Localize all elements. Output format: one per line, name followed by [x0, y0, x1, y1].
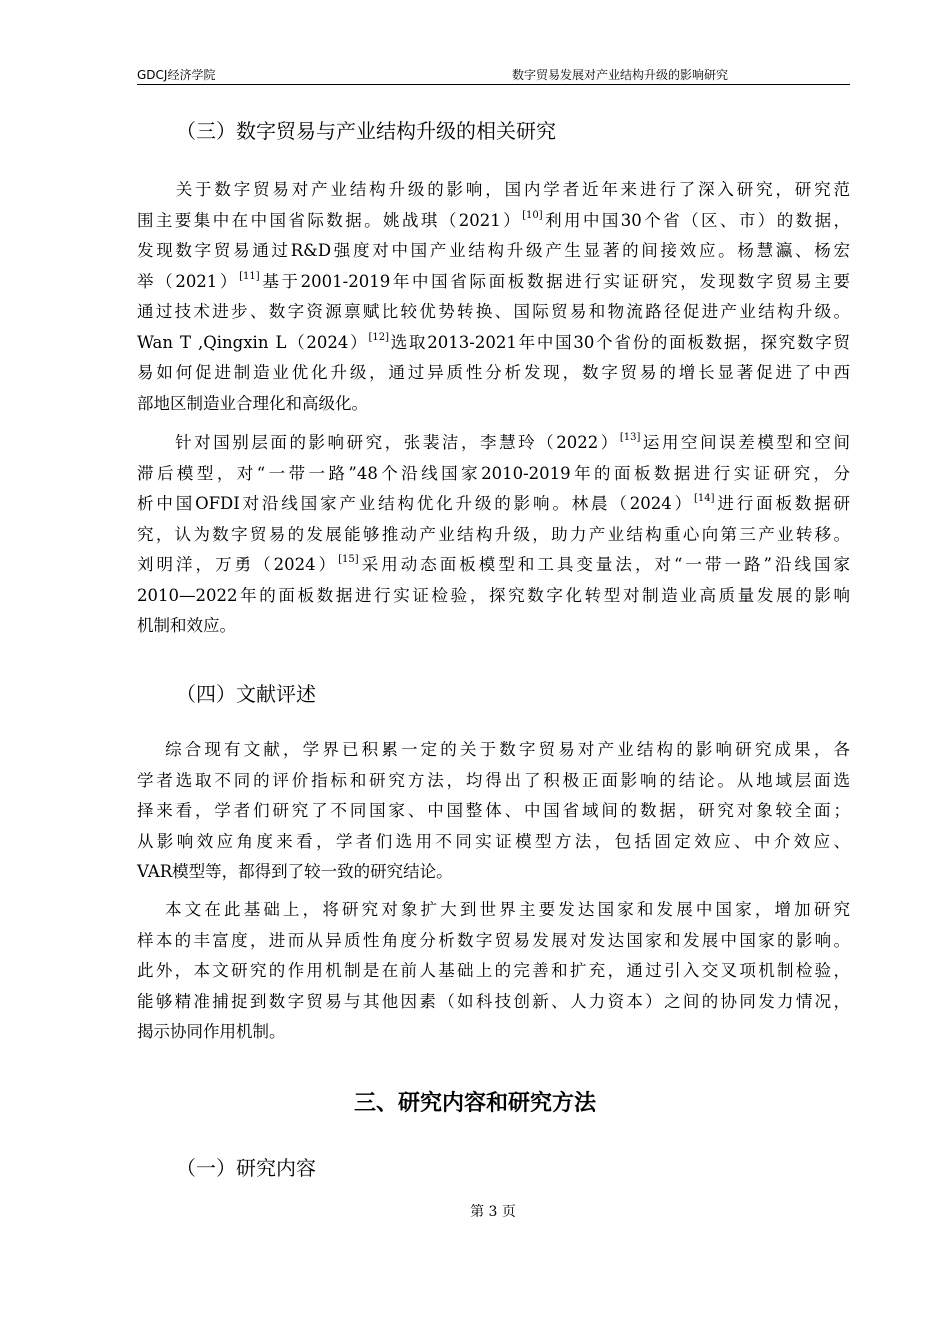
text-line: Wan T ,Qingxin L（2024）[12]选取2013-2021年中国30个省份的面板数据，探究数字贸 [137, 331, 850, 352]
text-line: 样本的丰富度，进而从异质性角度分析数字贸易发展对发达国家和发展中国家的影响。 [137, 930, 850, 950]
paragraph [137, 895, 850, 1048]
text-line: 本文在此基础上，将研究对象扩大到世界主要发达国家和发展中国家，增加研究 [137, 900, 850, 919]
section-heading-3: （三）数字贸易与产业结构升级的相关研究 [176, 119, 556, 143]
text-line: 能够精准捕捉到数字贸易与其他因素（如科技创新、人力资本）之间的协同发力情况， [137, 991, 850, 1011]
section-heading-4: （四）文献评述 [176, 682, 316, 706]
text-line: 择来看，学者们研究了不同国家、中国整体、中国省域间的数据，研究对象较全面； [137, 801, 850, 820]
text-line: 2010—2022年的面板数据进行实证检验，探究数字化转型对制造业高质量发展的影响 [137, 585, 850, 605]
citation-marker: [11] [239, 270, 260, 282]
citation-marker: [12] [368, 331, 389, 343]
text-line: 揭示协同作用机制。 [137, 1022, 286, 1041]
text-line: 关于数字贸易对产业结构升级的影响，国内学者近年来进行了深入研究，研究范 [137, 180, 850, 199]
text-line: 易如何促进制造业优化升级，通过异质性分析发现，数字贸易的增长显著促进了中西 [137, 363, 850, 382]
header-institution: GDCJ经济学院 [137, 68, 216, 82]
text-line: 通过技术进步、数字资源禀赋比较优势转换、国际贸易和物流路径促进产业结构升级。 [137, 302, 850, 321]
text-line: 举（2021）[11]基于2001-2019年中国省际面板数据进行实证研究，发现数字贸易主要 [137, 270, 850, 291]
text-line: 学者选取不同的评价指标和研究方法，均得出了积极正面影响的结论。从地域层面选 [137, 770, 850, 790]
text-line: 究，认为数字贸易的发展能够推动产业结构升级，助力产业结构重心向第三产业转移。 [137, 524, 850, 544]
page-number: 第 3 页 [470, 1204, 516, 1220]
paragraph [137, 175, 850, 419]
citation-marker: [10] [522, 209, 543, 221]
citation-marker: [14] [693, 493, 715, 504]
text-line: 发现数字贸易通过R&D强度对中国产业结构升级产生显著的间接效应。杨慧瀛、杨宏 [137, 241, 850, 260]
page-header [137, 67, 850, 85]
text-line: 滞后模型，对“一带一路”48个沿线国家2010-2019年的面板数据进行实证研究，分 [137, 463, 850, 483]
text-line: 此外，本文研究的作用机制是在前人基础上的完善和扩充，通过引入交叉项机制检验， [137, 961, 850, 980]
paragraph [137, 735, 850, 888]
text-line: 部地区制造业合理化和高级化。 [137, 393, 368, 413]
text-line: 机制和效应。 [137, 616, 236, 635]
text-line: 析中国OFDI对沿线国家产业结构优化升级的影响。林晨（2024）[14]进行面板数据研 [137, 493, 851, 513]
citation-marker: [15] [338, 554, 359, 565]
header-title: 数字贸易发展对产业结构升级的影响研究 [512, 68, 729, 82]
text-line: 刘明洋，万勇（2024）[15]采用动态面板模型和工具变量法，对“一带一路”沿线国家 [137, 554, 850, 574]
text-line: 从影响效应角度来看，学者们选用不同实证模型方法，包括固定效应、中介效应、 [137, 831, 850, 851]
text-line: 针对国别层面的影响研究，张裴洁，李慧玲（2022）[13]运用空间误差模型和空间 [137, 432, 850, 452]
text-line: VAR模型等，都得到了较一致的研究结论。 [137, 862, 453, 881]
citation-marker: [13] [619, 432, 641, 443]
paragraph [137, 428, 850, 642]
chapter-heading: 三、研究内容和研究方法 [353, 1091, 596, 1116]
text-line: 围主要集中在中国省际数据。姚战琪（2021）[10]利用中国30个省（区、市）的数据， [137, 209, 850, 230]
text-line: 综合现有文献，学界已积累一定的关于数字贸易对产业结构的影响研究成果，各 [137, 740, 850, 759]
subsection-heading: （一）研究内容 [176, 1156, 316, 1180]
